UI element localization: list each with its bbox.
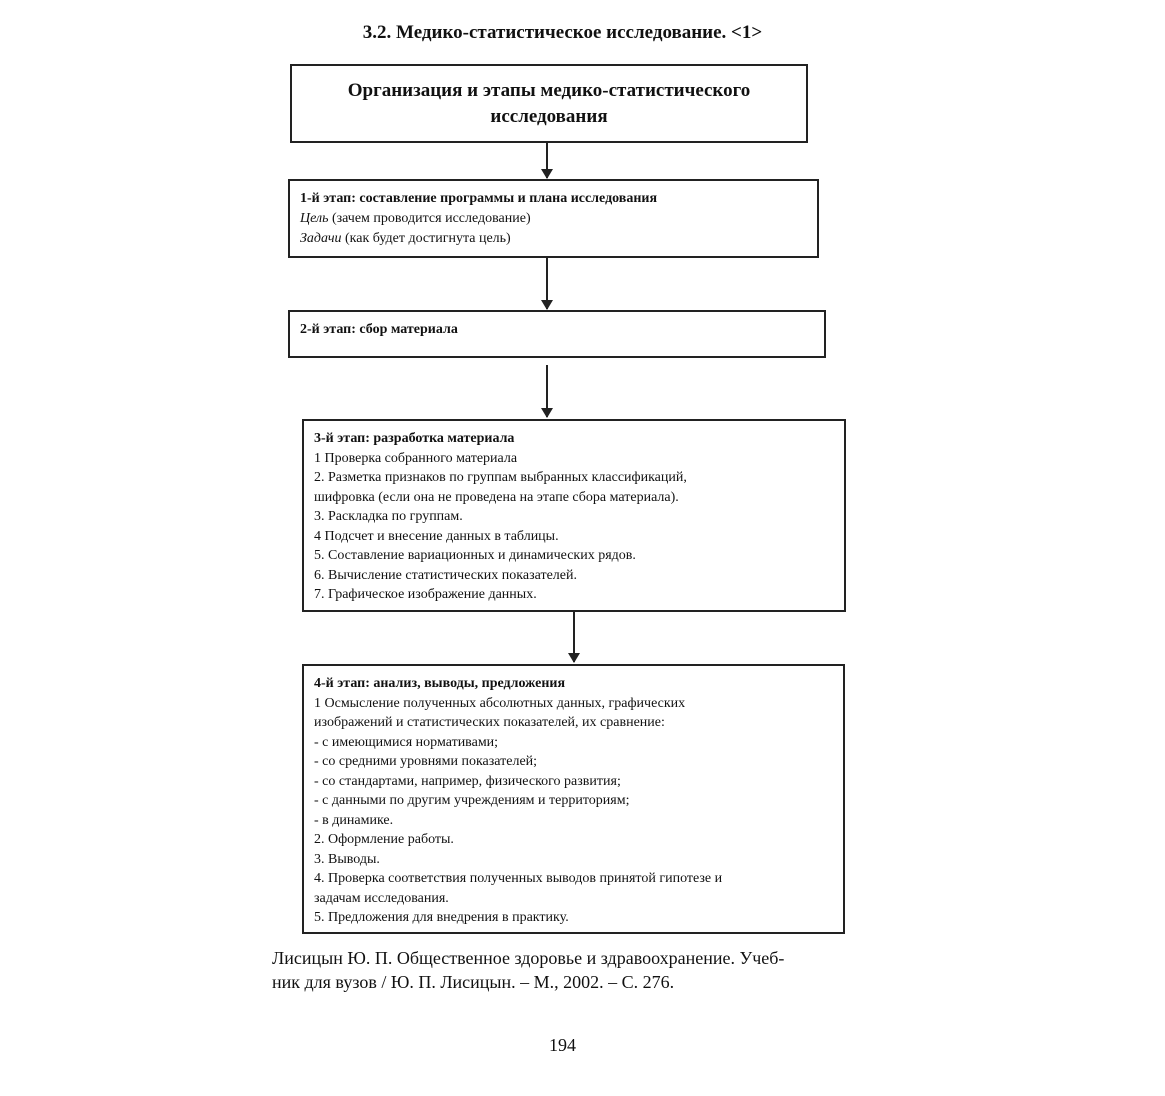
citation	[272, 946, 912, 994]
section-heading: 3.2. Медико-статистическое исследование. <1>	[362, 22, 763, 43]
citation-line2: ник для вузов / Ю. П. Лисицын. – М., 2002. – С. 276.	[272, 972, 675, 992]
stage4-title: 4-й этап: анализ, выводы, предложения	[314, 676, 566, 691]
arrow-stage1-to-stage2	[546, 258, 548, 309]
stage4-item: - с данными по другим учреждениям и территориям;	[314, 793, 630, 808]
arrow-title-to-stage1	[546, 143, 548, 178]
stage3-item: 7. Графическое изображение данных.	[314, 587, 537, 602]
stage3-item: 6. Вычисление статистических показателей.	[314, 567, 577, 583]
diagram-title-line1: Организация и этапы медико-статистического	[347, 79, 751, 101]
stage3-item: 5. Составление вариационных и динамических рядов.	[314, 548, 636, 563]
stage1-goal	[300, 209, 807, 229]
stage2-box	[288, 310, 826, 358]
stage4-item: 3. Выводы.	[314, 851, 380, 867]
arrow-stage2-to-stage3	[546, 365, 548, 417]
stage3-item: 4 Подсчет и внесение данных в таблицы.	[314, 528, 559, 544]
stage1-tasks-text: (как будет достигнута цель)	[341, 231, 511, 246]
stage1-goal-text: (зачем проводится исследование)	[328, 211, 531, 226]
stage3-item: 2. Разметка признаков по группам выбранных классификаций,	[314, 470, 687, 485]
stage4-item: - со средними уровнями показателей;	[314, 754, 538, 769]
stage3-item: 3. Раскладка по группам.	[314, 509, 463, 524]
stage4-item: - в динамике.	[314, 812, 394, 828]
stage4-item: - с имеющимися нормативами;	[314, 734, 499, 750]
stage1-goal-term: Цель	[300, 211, 329, 226]
arrow-stage3-to-stage4	[573, 612, 575, 662]
stage1-box	[288, 179, 819, 258]
stage3-item: шифровка (если она не проведена на этапе сбора материала).	[314, 489, 679, 505]
stage1-title: 1-й этап: составление программы и плана исследования	[300, 191, 658, 206]
stage4-item: 1 Осмысление полученных абсолютных данных, графических	[314, 695, 686, 711]
stage4-item: 5. Предложения для внедрения в практику.	[314, 910, 569, 925]
stage4-box	[302, 664, 845, 934]
page-number: 194	[549, 1035, 576, 1055]
diagram-title-box	[290, 64, 808, 143]
stage3-box	[302, 419, 846, 612]
diagram-title-line2: исследования	[490, 105, 608, 127]
stage3-item: 1 Проверка собранного материала	[314, 450, 518, 466]
citation-line1: Лисицын Ю. П. Общественное здоровье и здравоохранение. Учеб-	[272, 948, 785, 968]
stage1-tasks-term: Задачи	[300, 231, 342, 246]
stage2-title: 2-й этап: сбор материала	[300, 322, 458, 337]
stage4-item: 2. Оформление работы.	[314, 832, 454, 847]
stage4-item: изображений и статистических показателей, их сравнение:	[314, 715, 665, 730]
stage3-title: 3-й этап: разработка материала	[314, 431, 515, 446]
stage4-item: 4. Проверка соответствия полученных выводов принятой гипотезе и	[314, 871, 723, 886]
stage1-tasks	[300, 229, 807, 249]
stage4-item: - со стандартами, например, физического развития;	[314, 773, 621, 789]
stage4-item: задачам исследования.	[314, 890, 449, 906]
